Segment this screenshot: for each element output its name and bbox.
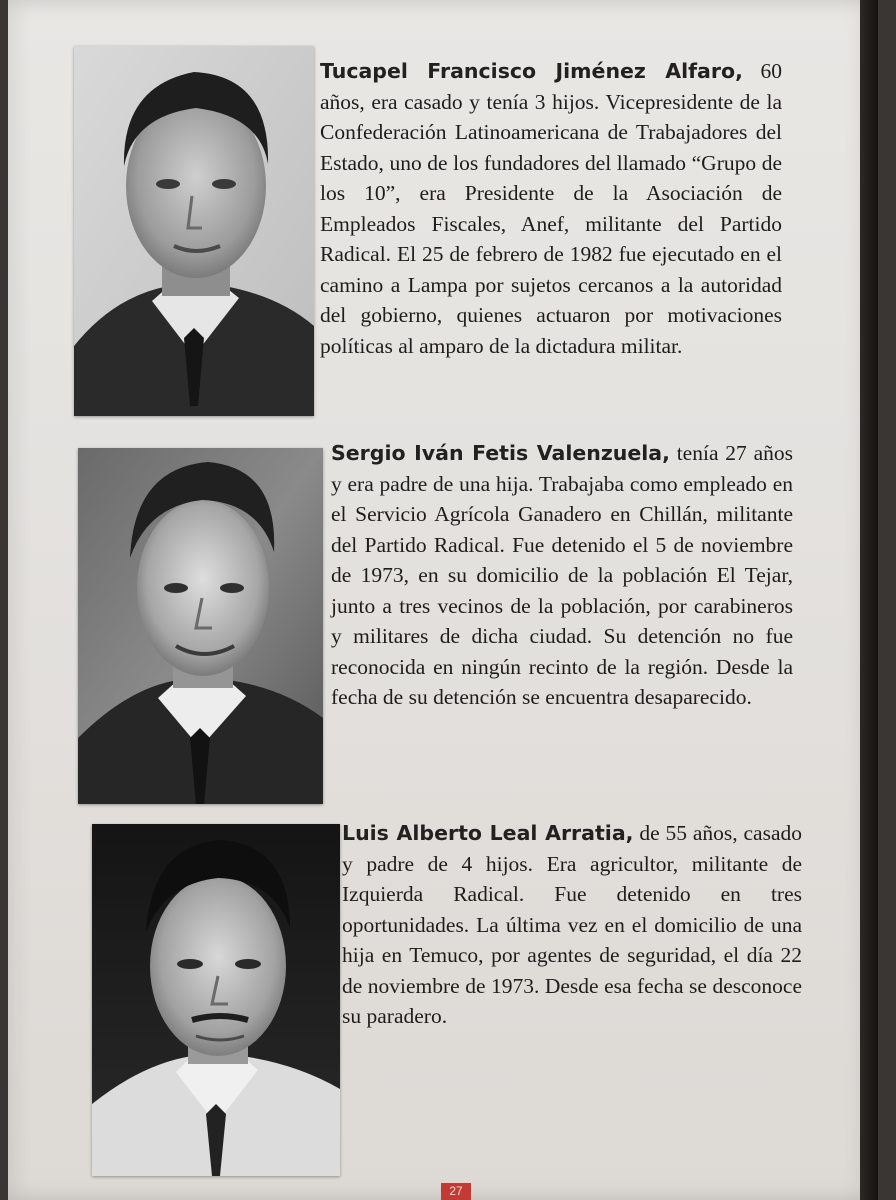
person-name-3: Luis Alberto Leal Arratia, [342,821,634,845]
biography-text-2: tenía 27 años y era padre de una hija. Trabajaba como empleado en el Servicio Agrícola Ganadero en Chillán, militante del Partido Radical. Fue detenido el 5 de noviembre de 1973, en su domicilio de la población El Tejar, junto a tres vecinos de la población, por carabineros y militares de dicha ciudad. Su detención no fue reconocida en ningún recinto de la región. Desde la fecha de su detención se encuentra desaparecido. [331,441,793,709]
portrait-photo-1 [74,46,314,416]
biography-entry-2 [331,438,793,713]
person-name-2: Sergio Iván Fetis Valenzuela, [331,441,670,465]
book-spine-shadow [860,0,878,1200]
portrait-photo-2 [78,448,323,804]
biography-entry-1 [320,56,782,361]
biography-entry-3 [342,818,802,1032]
biography-text-3: de 55 años, casado y padre de 4 hijos. Era agricultor, militante de Izquierda Radical. Fue detenido en tres oportunidades. La última vez en el domicilio de una hija en Temuco, por agentes de seguridad, el día 22 de noviembre de 1973. Desde esa fecha se desconoce su paradero. [342,821,803,1028]
page-number: 27 [441,1183,471,1200]
book-page [8,0,878,1200]
portrait-photo-3 [92,824,340,1176]
biography-text-1: 60 años, era casado y tenía 3 hijos. Vicepresidente de la Confederación Latinoamericana de Trabajadores del Estado, uno de los fundadores del llamado “Grupo de los 10”, era Presidente de la Asociación de Empleados Fiscales, Anef, militante del Partido Radical. El 25 de febrero de 1982 fue ejecutado en el camino a Lampa por sujetos cercanos a la autoridad del gobierno, quienes actuaron por motivaciones políticas al amparo de la dictadura militar. [320,59,782,358]
person-name-1: Tucapel Francisco Jiménez Alfaro, [320,59,743,83]
